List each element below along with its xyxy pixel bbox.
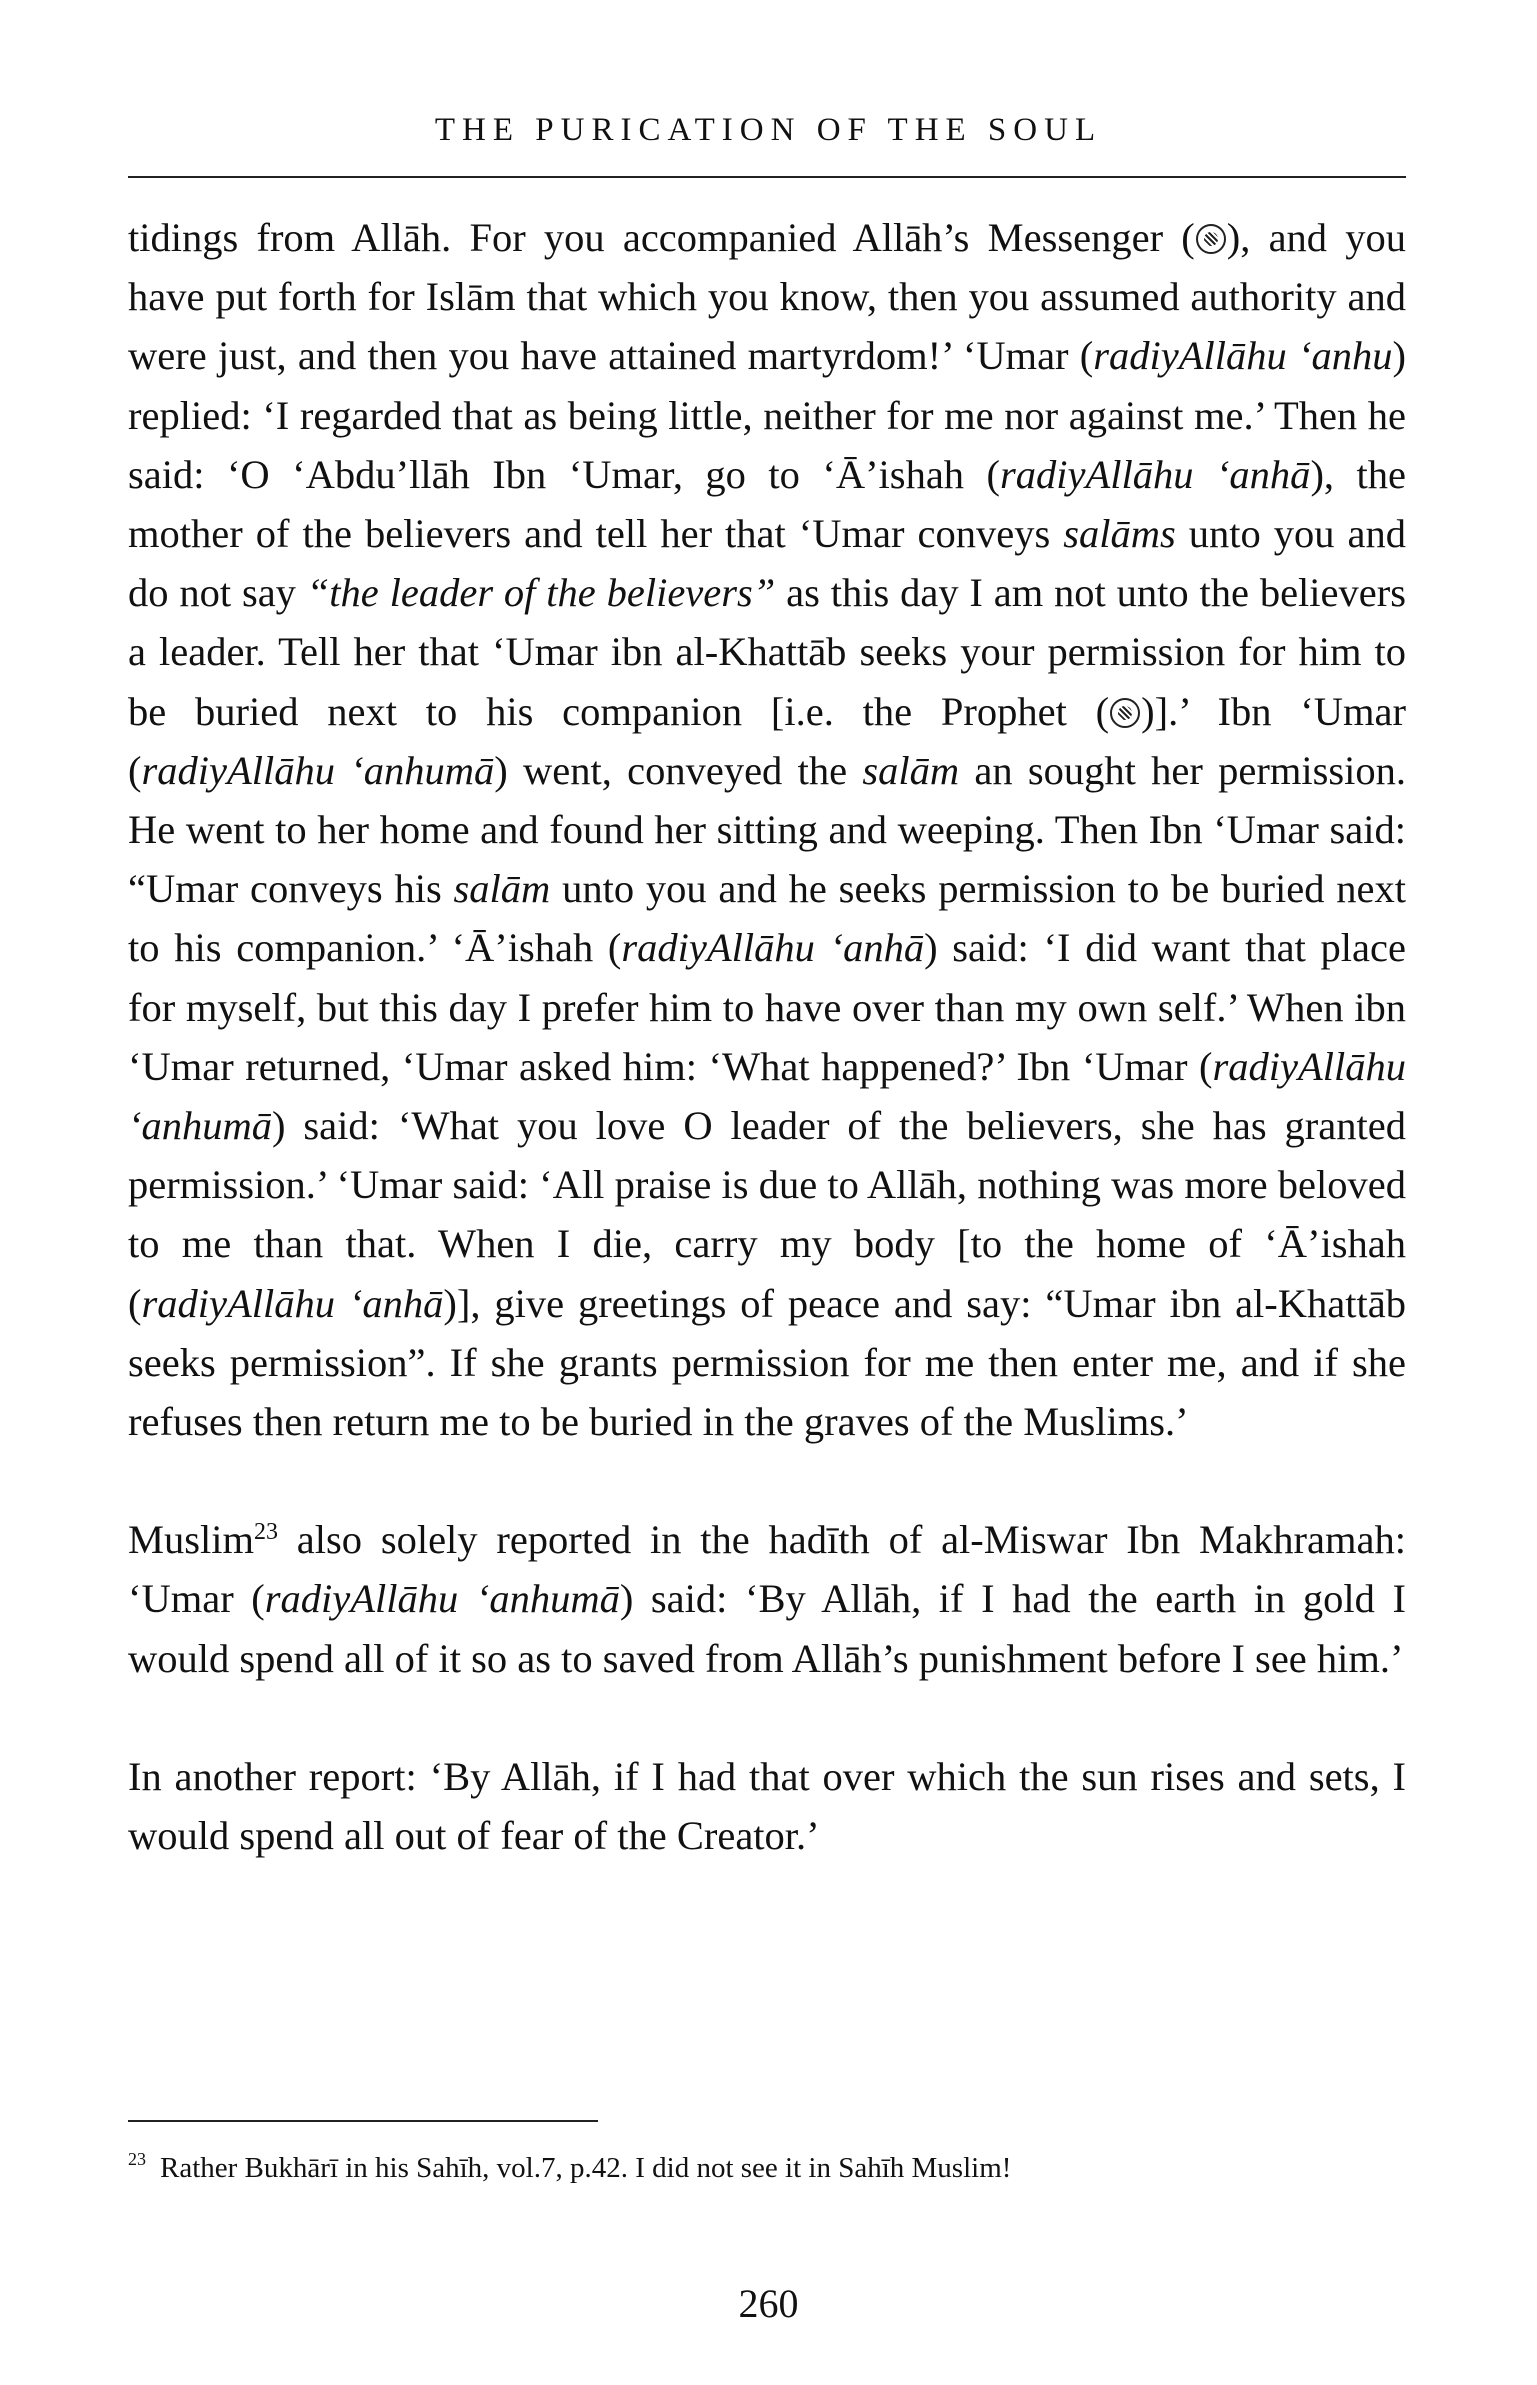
text-run: also solely reported in the hadīth of al-Miswar Ibn Makhramah: ‘Umar ( — [128, 1517, 1406, 1622]
header-rule — [128, 176, 1406, 178]
text-run: an sought her permission. He went to her home and found her sitting and weeping. Then Ibn ‘Umar said: “Umar conveys his — [128, 747, 1406, 912]
text-run: In another report: ‘By Allāh, if I had that over which the sun rises and sets, I would spend all out of fear of the Creator.’ — [128, 1753, 1406, 1859]
paragraph-2 — [128, 1510, 1406, 1688]
italic-quote: “the leader of the believers” — [306, 570, 776, 616]
page-number: 260 — [738, 2281, 799, 2326]
italic-term: salām — [862, 747, 960, 793]
italic-term: salām — [453, 866, 551, 912]
footnote-rule — [128, 2120, 598, 2122]
salawat-seal-icon — [1110, 698, 1140, 728]
text-run: ) went, conveyed the — [494, 747, 863, 793]
text-run: ) said: ‘I did want that place for myself, but this day I prefer him to have over than my own self.’ When ibn ‘Umar returned, ‘Umar asked him: ‘What happened?’ Ibn ‘Umar ( — [128, 925, 1406, 1089]
text-run: Muslim — [128, 1517, 255, 1563]
honorific-italic: radiyAllāhu ‘anhā — [1000, 451, 1311, 497]
text-run: )], give greetings of peace and say: “Umar ibn al-Khattāb seeks permission”. If she grants permission for me then enter me, and if she refuses then return me to be buried in the graves of the Muslims.’ — [128, 1280, 1406, 1445]
text-run: unto you and he seeks permission to be buried next to his companion.’ ‘Ā’ishah ( — [128, 866, 1406, 971]
honorific-italic: radiyAllāhu ‘anhu — [1093, 333, 1393, 379]
honorific-italic: radiyAllāhu ‘anhumā — [264, 1576, 620, 1622]
text-run: ), the mother of the believers and tell her that ‘Umar conveys — [128, 451, 1406, 557]
footnote-reference[interactable]: 23 — [254, 1519, 279, 1546]
honorific-italic: radiyAllāhu ‘anhumā — [128, 1043, 1406, 1149]
paragraph-1 — [128, 208, 1406, 1451]
text-run: ) said: ‘What you love O leader of the believers, she has granted permission.’ ‘Umar said: ‘All praise is due to Allāh, nothing was more beloved to me than that. When I die, carry my body [to the home of ‘Ā’ishah ( — [128, 1103, 1406, 1326]
italic-term: salāms — [1063, 511, 1176, 557]
text-run: unto you and do not say — [128, 511, 1406, 616]
honorific-italic: radiyAllāhu ‘anhā — [141, 1280, 444, 1326]
text-run: tidings from Allāh. For you accompanied Allāh’s Messenger ( — [128, 215, 1195, 260]
footnote-text: Rather Bukhārī in his Sahīh, vol.7, p.42. I did not see it in Sahīh Muslim! — [160, 2152, 1012, 2184]
running-head: THE PURICATION OF THE SOUL — [434, 112, 1103, 148]
honorific-italic: radiyAllāhu ‘anhā — [621, 925, 925, 971]
text-run: )].’ Ibn ‘Umar ( — [128, 688, 1406, 793]
text-run: ) said: ‘By Allāh, if I had the earth in gold I would spend all of it so as to saved from Allāh’s punishment before I see him.’ — [128, 1576, 1407, 1681]
footnote — [128, 2148, 1406, 2188]
text-run: ), and you have put forth for Islām that which you know, then you assumed authority and were just, and then you have attained martyrdom!’ ‘Umar ( — [128, 215, 1406, 379]
text-run: as this day I am not unto the believers a leader. Tell her that ‘Umar ibn al-Khattāb seeks your permission for him to be buried next to his companion [i.e. the Prophet ( — [128, 570, 1407, 734]
text-run: ) replied: ‘I regarded that as being little, neither for me nor against me.’ Then he said: ‘O ‘Abdu’llāh Ibn ‘Umar, go to ‘Ā’ishah ( — [128, 333, 1406, 497]
paragraph-3 — [128, 1747, 1406, 1865]
footnote-mark: 23 — [128, 2149, 146, 2169]
salawat-seal-icon — [1196, 224, 1226, 254]
honorific-italic: radiyAllāhu ‘anhumā — [141, 747, 495, 793]
body-text — [128, 208, 1406, 1865]
